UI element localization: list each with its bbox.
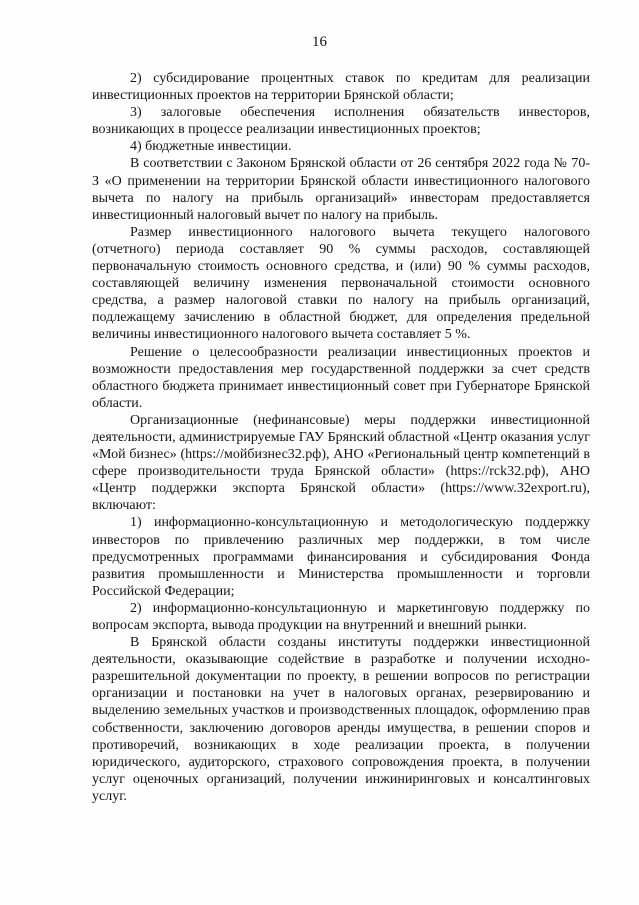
paragraph-support-institutions: В Брянской области созданы институты поддержки инвестиционной деятельности, оказывающие содействие в разработке и получении исходно-разрешительной документации по проекту, в решении вопросов по регистрации организации и постановки на учет в налоговых органах, резервированию и выделению земельных участков и производственных площадок, оформлению прав собственности, заключению договоров аренды имущества, в решении споров и противоречий, возникающих в ходе реализации проекта, в получении юридического, аудиторского, страхового сопровождения проекта, в получении услуг оценочных организаций, получении инжиниринговых и консалтинговых услуг. [92, 635, 590, 804]
paragraph-collateral-guarantees: 3) залоговые обеспечения исполнения обязательств инвесторов, возникающих в процессе реализации инвестиционных проектов; [92, 105, 590, 138]
paragraph-budget-investments: 4) бюджетные инвестиции. [130, 139, 292, 155]
paragraph-methodological-support: 1) информационно-консультационную и методологическую поддержку инвесторов по привлечению различных мер поддержки, в том числе предусмотренных программами финансирования и субсидирования Фонда развития промышленности и Министерства промышленности и торговли Российской Федерации; [92, 515, 590, 599]
page-body [92, 70, 590, 805]
paragraph-subsidizing-interest-rates: 2) субсидирование процентных ставок по кредитам для реализации инвестиционных проектов на территории Брянской области; [92, 71, 590, 104]
paragraph-tax-deduction-law: В соответствии с Законом Брянской области от 26 сентября 2022 года № 70-З «О применении на территории Брянской области инвестиционного налогового вычета по налогу на прибыль организаций» инвесторам предоставляется инвестиционный налоговый вычет по налогу на прибыль. [92, 156, 590, 223]
paragraph-tax-deduction-size: Размер инвестиционного налогового вычета текущего налогового (отчетного) периода составляет 90 % суммы расходов, составляющей первоначальную стоимость основного средства, и (или) 90 % суммы расходов, составляющей величину изменения первоначальной стоимости основного средства, а размер налоговой ставки по налогу на прибыль организаций, подлежащему зачислению в областной бюджет, для определения предельной величины инвестиционного налогового вычета составляет 5 %. [92, 224, 590, 343]
page-number: 16 [312, 34, 327, 50]
paragraph-export-support: 2) информационно-консультационную и маркетинговую поддержку по вопросам экспорта, вывода продукции на внутренний и внешний рынки. [92, 600, 590, 633]
paragraph-organizational-measures: Организационные (нефинансовые) меры поддержки инвестиционной деятельности, администрируемые ГАУ Брянский областной «Центр оказания услуг «Мой бизнес» (https://мойбизнес32.рф), АНО «Региональный центр компетенций в сфере производительности труда Брянской области» (https://rck32.рф), АНО «Центр поддержки экспорта Брянской области» (https://www.32export.ru), включают: [92, 412, 590, 514]
paragraph-investment-council: Решение о целесообразности реализации инвестиционных проектов и возможности предоставления мер государственной поддержки за счет средств областного бюджета принимает инвестиционный совет при Губернаторе Брянской области. [92, 344, 590, 411]
